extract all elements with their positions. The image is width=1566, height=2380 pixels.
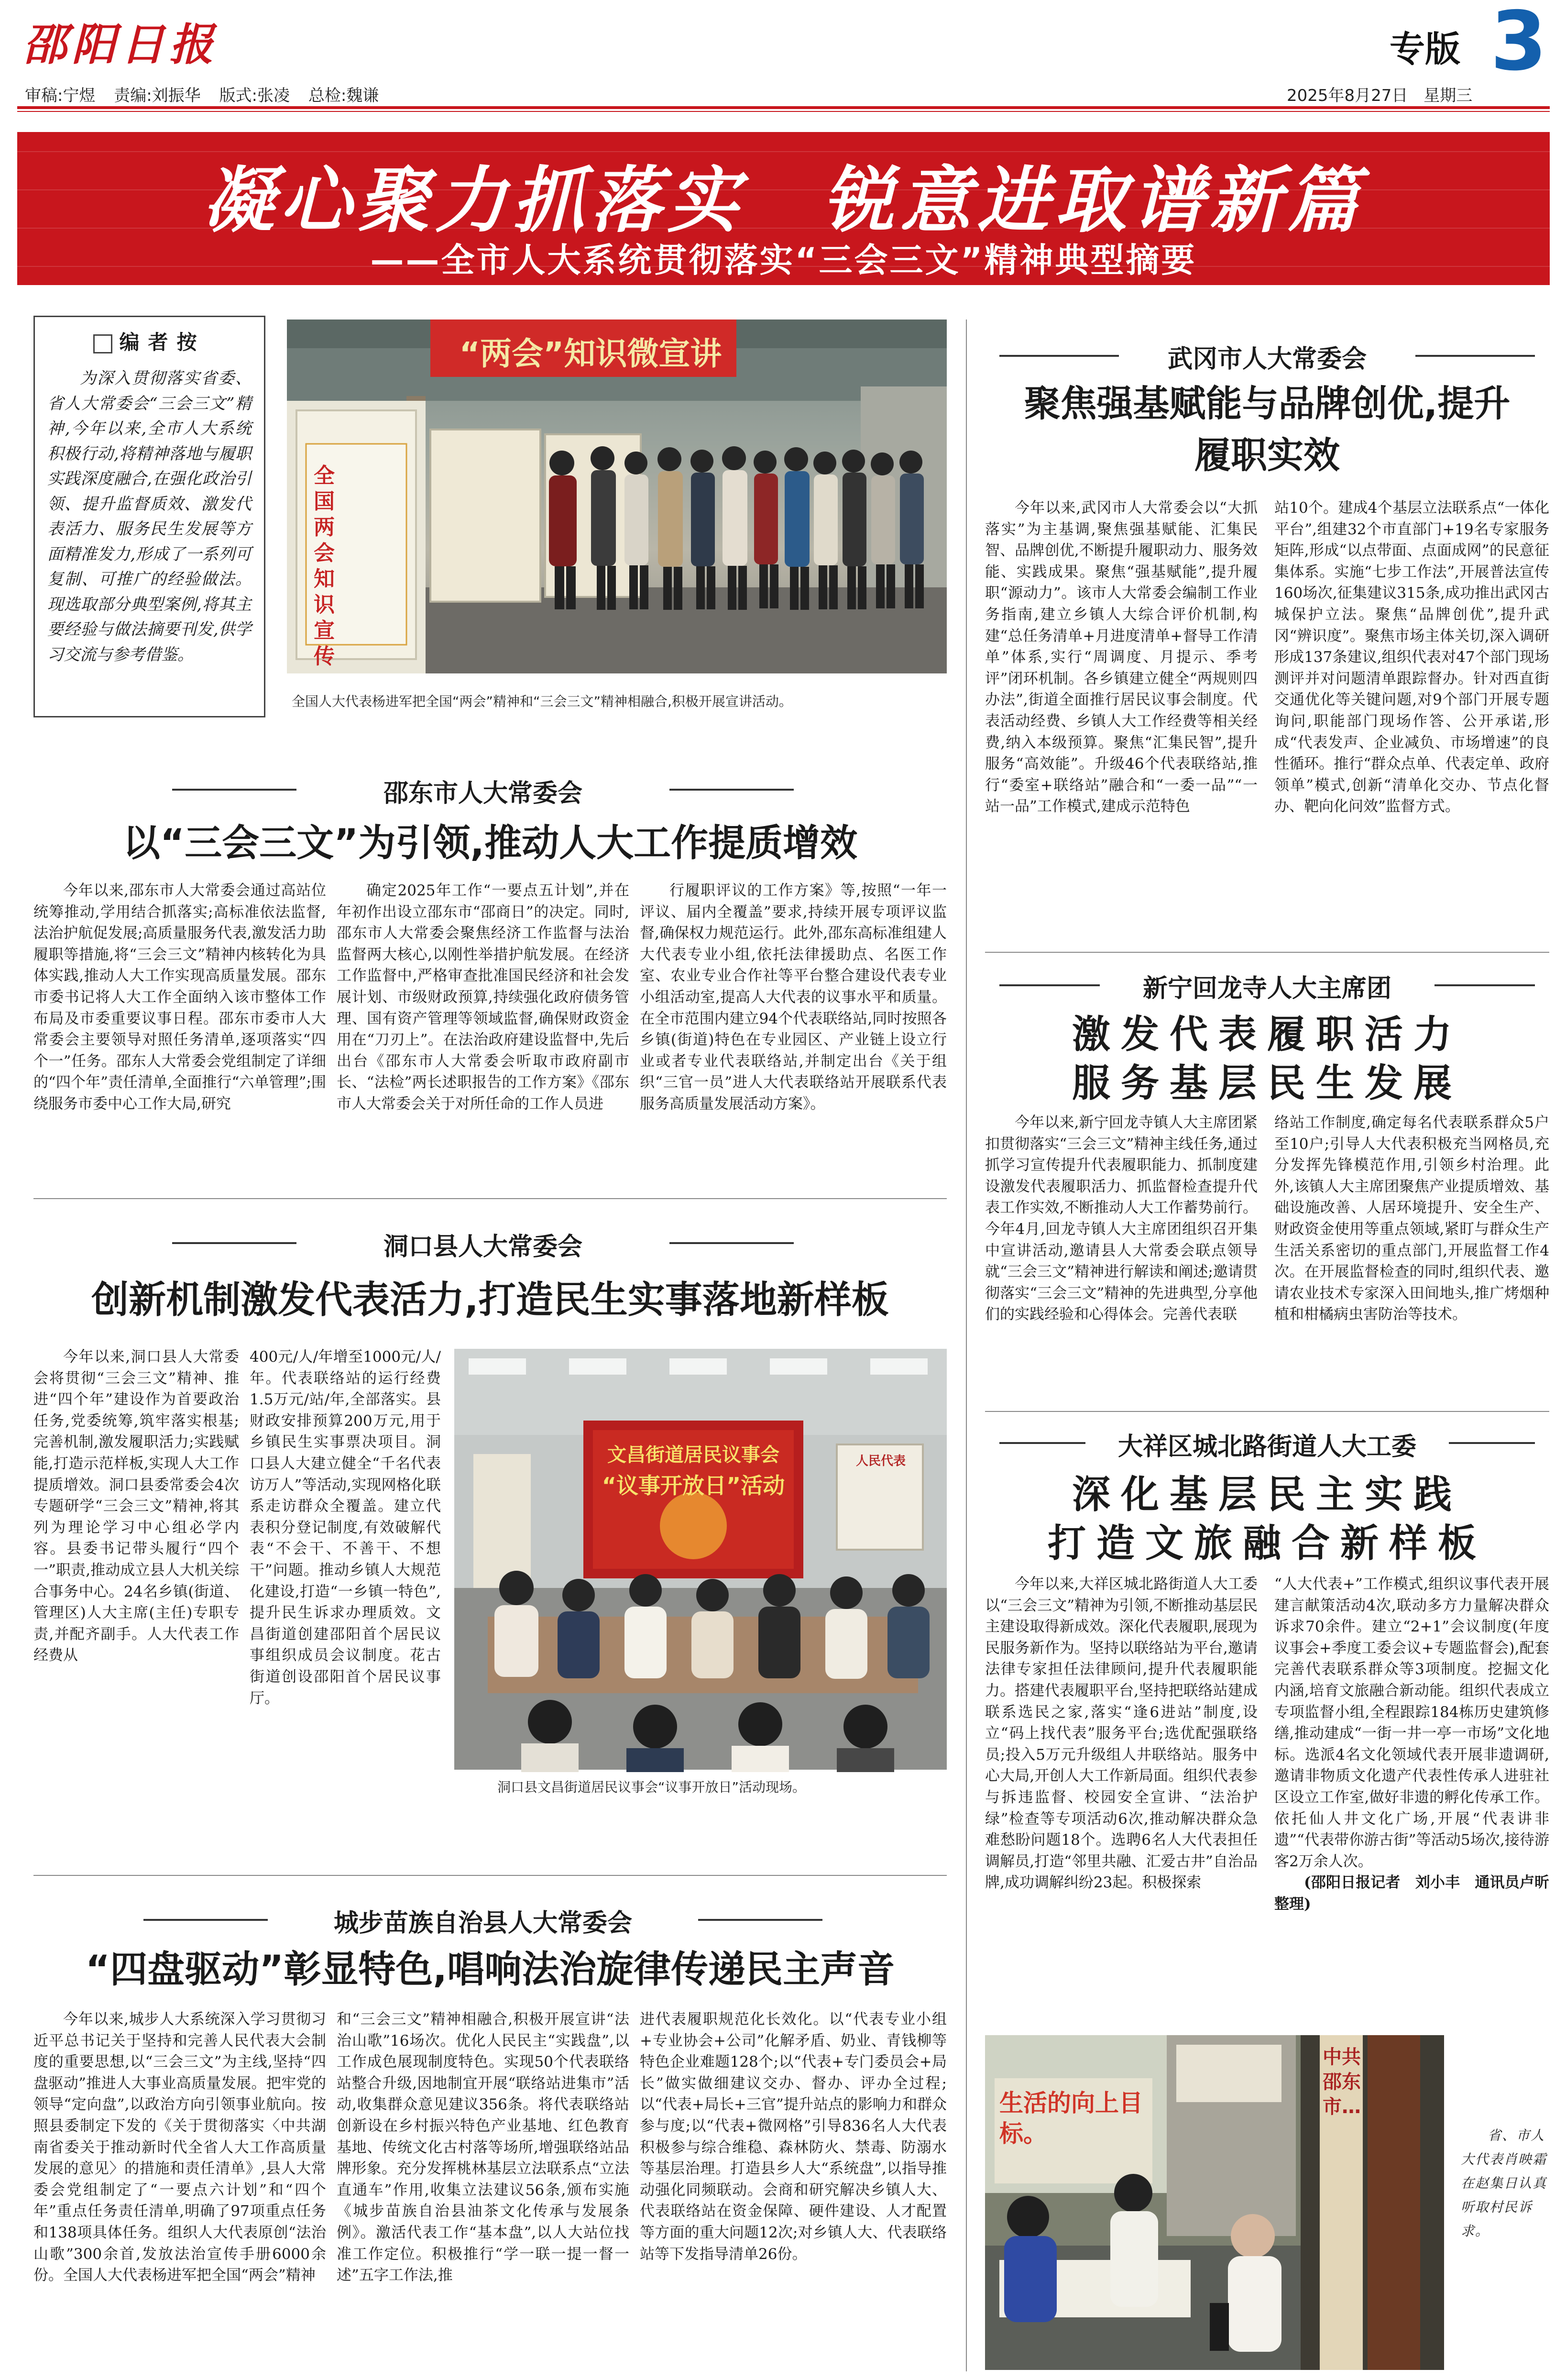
issue-weekday: 星期三 <box>1424 86 1473 105</box>
section-rule-left <box>172 1242 296 1244</box>
section-rule-right <box>698 1919 822 1921</box>
photo-sign-text: “两会”知识微宣讲 <box>459 335 722 372</box>
headline-daxiang-line1: 深化基层民主实践 <box>1072 1472 1462 1517</box>
banner-title: 凝心聚力抓落实 锐意进取谱新篇 <box>202 158 1365 242</box>
section-rule-right <box>1435 984 1535 986</box>
article-daxiang-col2 <box>1274 1574 1564 2018</box>
editor-note-heading-text: 编者按 <box>119 331 206 354</box>
photo-meeting-room <box>454 1349 947 1770</box>
article-chengbu-col2 <box>337 2009 629 2372</box>
credit-check: 总检:魏谦 <box>308 86 379 105</box>
article-dongkou-col1 <box>33 1346 239 1882</box>
article-chengbu-col1 <box>33 2009 326 2372</box>
headline-daxiang-line2: 打造文旅融合新样板 <box>1048 1521 1487 1565</box>
editor-note <box>33 316 265 717</box>
credit-review: 审稿:宁煜 <box>25 86 96 105</box>
headline-shaodong: 以“三会三文”为引领,推动人大工作提质增效 <box>122 822 858 865</box>
newspaper-logo: 邵阳日报 <box>23 19 219 70</box>
section-rule-left <box>172 789 296 791</box>
article-shaodong-col2 <box>337 880 629 1186</box>
section-rule-left <box>143 1919 268 1921</box>
section-rule-right <box>1449 1442 1535 1444</box>
section-rule-right <box>1415 355 1535 357</box>
photo-village-caption: 省、市人大代表肖映霜在赵集日认真听取村民诉求。 <box>1461 2127 1547 2239</box>
article-text: 今年以来,新宁回龙寺镇人大主席团紧扣贯彻落实“三会三文”精神主线任务,通过抓学习宣传提升代表履职能力、抓制度建设激发代表履职活力、抓监督检查提升代表工作实效,不断推动人大工作蓄势前行。今年4月,回龙寺镇人大主席团组织召开集中宣讲活动,邀请县人大常委会联点领导就“三会三文”精神进行解读和阐述;邀请贯彻落实“三会三文”精神的先进典型,分享他们的实践经验和心得体会。完善代表联 <box>985 1114 1258 1323</box>
unit-name-ninghui: 新宁回龙寺人大主席团 <box>1142 974 1391 1003</box>
article-signature: (邵阳日报记者 刘小丰 通讯员卢昕 整理) <box>1274 1874 1564 1913</box>
article-text: 400元/人/年增至1000元/人/年。代表联络站的运行经费1.5万元/站/年,全部落实。县财政安排预算200万元,用于乡镇民生实事票决项目。洞口县人大建立健全“千名代表访万人”等活动,实现网格化联系走访群众全覆盖。建立代表积分登记制度,有效破解代表“不会干、不善干、不想干”问题。推动乡镇人大规范化建设,打造“一乡镇一特色”,提升民生诉求办理质效。文昌街道创建邵阳首个居民议事组织成员会议制度。花古街道创设邵阳首个居民议事厅。 <box>250 1348 441 1707</box>
article-text: 和“三会三文”精神相融合,积极开展宣讲“法治山歌”16场次。优化人民民主“实践盘”,以工作成色展现制度特色。实现50个代表联络站整合升级,因地制宜开展“联络站进集市”活动,收集群众意见建议356条。将代表联络站创新设在乡村振兴特色产业基地、红色教育基地、传统文化古村落等场所,增强联络站品牌形象。充分发挥桃林基层立法联系点“立法直通车”作用,收集立法建议56条,颁布实施《城步苗族自治县油茶文化传承与发展条例》。激活代表工作“基本盘”,以人大站位找准工作定位。积极推行“学一联一提一督一述”五字工作法,推 <box>337 2011 629 2284</box>
headline-wugang: 聚焦强基赋能与品牌创优,提升履职实效 <box>1024 382 1511 476</box>
article-text: 站10个。建成4个基层立法联系点“一体化平台”,组建32个市直部门+19名专家服务矩阵,形成“以点带面、点面成网”的民意征集体系。实施“七步工作法”,开展普法宣传160场次,征集建议315条,成功推出武冈古城保护立法。聚焦“品牌创优”,提升武冈“辨识度”。聚焦市场主体关切,深入调研形成137条建议,组织代表对47个部门现场测评并对问题清单跟踪督办。针对西直街交通优化等关键问题,对9个部门开展专题询问,职能部门现场作答、公开承诺,形成“代表发声、企业减负、市场增速”的良性循环。推行“群众点单、代表定单、政府领单”模式,创新“清单化交办、节点化督办、靶向化问效”监督方式。 <box>1274 499 1549 815</box>
unit-name-wugang: 武冈市人大常委会 <box>1167 345 1367 374</box>
masthead-rule <box>17 106 1550 109</box>
article-text: 确定2025年工作“一要点五计划”,并在年初作出设立邵东市“邵商日”的决定。同时,邵东市人大常委会聚焦经济工作监督与法治监督两大核心,以刚性举措护航发展。在经济工作监督中,严格审查批准国民经济和社会发展计划、市级财政预算,持续强化政府债务管理、国有资产管理等领域监督,确保财政资金用在“刀刃上”。在法治政府建设监督中,先后出台《邵东市人大常委会听取市政府副市长、“法检”两长述职报告的工作方案》《邵东市人大常委会关于对所任命的工作人员进 <box>337 882 629 1113</box>
photo-village-visit <box>985 2035 1444 2370</box>
banner-subtitle: ——全市人大系统贯彻落实“三会三文”精神典型摘要 <box>370 241 1197 280</box>
article-wugang-col1 <box>985 497 1258 947</box>
headline-dongkou: 创新机制激发代表活力,打造民生实事落地新样板 <box>91 1278 889 1322</box>
photo-promotion-caption: 全国人大代表杨进军把全国“两会”精神和“三会三文”精神相融合,积极开展宣讲活动。 <box>292 694 792 709</box>
article-daxiang-col1 <box>985 1574 1258 2018</box>
editor-note-text: 为深入贯彻落实省委、省人大常委会“三会三文”精神,今年以来,全市人大系统积极行动,将精神落地与履职实践深度融合,在强化政治引领、提升监督质效、激发代表活力、服务民生发展等方面精准发力,形成了一系列可复制、可推广的经验做法。现选取部分典型案例,将其主要经验与做法摘要刊发,供学习交流与参考借鉴。 <box>47 369 252 664</box>
banner <box>17 132 1550 285</box>
unit-name-daxiang: 大祥区城北路街道人大工委 <box>1117 1432 1416 1461</box>
photo-screen-line1: 文昌街道居民议事会 <box>607 1444 779 1466</box>
article-ninghui-col2 <box>1274 1112 1549 1404</box>
article-text: 今年以来,城步人大系统深入学习贯彻习近平总书记关于坚持和完善人民代表大会制度的重要思想,以“三会三文”为主线,坚持“四盘驱动”推进人大事业高质量发展。把牢党的领导“定向盘”,以政治方向引领事业航向。按照县委制定下发的《关于贯彻落实〈中共湖南省委关于推动新时代全省人大工作高质量发展的意见〉的措施和责任清单》,县人大常委会党组制定了“一要点六计划”和“四个年”重点任务责任清单,明确了97项重点任务和138项具体任务。组织人大代表原创“法治山歌”300余首,发放法治宣传手册6000余份。全国人大代表杨进军把全国“两会”精神 <box>33 2011 326 2284</box>
article-text: 今年以来,大祥区城北路街道人大工委以“三会三文”精神为引领,不断推动基层民主建设取得新成效。深化代表履职,展现为民服务新作为。坚持以联络站为平台,邀请法律专家担任法律顾问,提升代表履职能力。搭建代表履职平台,坚持把联络站建成联系选民之家,落实“逢6进站”制度,设立“码上找代表”服务平台;选优配强联络员;投入5万元升级组人井联络站。服务中心大局,开创人大工作新局面。组织代表参与拆违监督、校园安全宣讲、“法治护绿”检查等专项活动6次,推动解决群众急难愁盼问题18个。选聘6名人大代表担任调解员,打造“邻里共融、汇爱古井”自治品牌,成功调解纠纷23起。积极探索 <box>985 1576 1258 1892</box>
article-shaodong-col1 <box>33 880 326 1186</box>
editor-note-heading <box>47 327 252 355</box>
section-divider <box>33 1875 947 1876</box>
date-line <box>1287 82 1483 106</box>
article-shaodong-col3 <box>640 880 947 1186</box>
photo-village-art <box>985 2035 1444 2370</box>
article-wugang-col2 <box>1274 497 1549 947</box>
section-rule-left <box>999 984 1100 986</box>
section-divider <box>985 1411 1549 1412</box>
headline-ninghui-line1: 激发代表履职活力 <box>1072 1012 1462 1057</box>
credit-editor: 责编:刘振华 <box>114 86 201 105</box>
section-rule-left <box>999 1442 1085 1444</box>
unit-name-dongkou: 洞口县人大常委会 <box>383 1233 582 1261</box>
credit-line <box>25 82 392 106</box>
masthead <box>17 0 1547 105</box>
section-divider <box>985 952 1549 953</box>
article-chengbu-col3 <box>640 2009 947 2372</box>
article-text: 行履职评议的工作方案》等,按照“一年一评议、届内全覆盖”要求,持续开展专项评议监督,确保权力规范运行。此外,邵东高标准组建人大代表专业小组,依托法律援助点、名医工作室、农业专业合作社等平台整合建设代表专业小组活动室,提高人大代表的议事水平和质量。在全市范围内建立94个代表联络站,同时按照各乡镇(街道)特色在专业园区、产业链上设立行业或者专业代表联络站,并制定出台《关于组织“三官一员”进人大代表联络站开展联系代表服务高质量发展活动方案》。 <box>640 882 947 1113</box>
article-text: 今年以来,洞口县人大常委会将贯彻“三会三文”精神、推进“四个年”建设作为首要政治任务,党委统筹,筑牢落实根基;完善机制,激发履职活力;实践赋能,打造示范样板,实现人大工作提质增效。洞口县委常委会4次专题研学“三会三文”精神,将其列为理论学习中心组必学内容。县委书记带头履行“四个一”职责,推动成立县人大机关综合事务中心。24名乡镇(街道、管理区)人大主席(主任)专职专责,并配齐副手。人大代表工作经费从 <box>33 1348 239 1664</box>
column-divider <box>966 320 967 2371</box>
photo-meeting-caption: 洞口县文昌街道居民议事会“议事开放日”活动现场。 <box>497 1779 806 1795</box>
section-rule-right <box>669 1242 794 1244</box>
masthead-rule-thin <box>17 111 1550 112</box>
unit-name-shaodong: 邵东市人大常委会 <box>383 779 582 808</box>
article-text: 络站工作制度,确定每名代表联系群众5户至10户;引导人大代表积极充当网格员,充分发挥先锋模范作用,引领乡村治理。此外,该镇人大主席团聚焦产业提质增效、基础设施改善、人居环境提升、安全生产、财政资金使用等重点领域,紧盯与群众生产生活关系密切的重点部门,开展监督工作4次。在开展监督检查的同时,组织代表、邀请农业技术专家深入田间地头,推广烤烟种植和柑橘病虫害防治等技术。 <box>1274 1114 1549 1323</box>
article-text: 进代表履职规范化长效化。以“代表专业小组+专业协会+公司”化解矛盾、奶业、青钱柳等特色企业难题128个;以“代表+专门委员会+局长”做实做细建议交办、督办、评办全过程;以“代表+局长+三官”提升站点的影响力和群众参与度;以“代表+微网格”引导836名人大代表积极参与综合维稳、森林防火、禁毒、防溺水等基层治理。打造县乡人大“系统盘”,以指导推动强化同频联动。会商和研究解决乡镇人大、代表联络站在资金保障、硬件建设、人才配置等方面的重大问题12次;对乡镇人大、代表联络站等下发指导清单26份。 <box>640 2011 947 2263</box>
photo-wall-text: 生活的向上目标。 <box>999 2089 1143 2148</box>
article-dongkou-col2 <box>250 1346 441 1882</box>
photo-meeting-art <box>454 1349 947 1770</box>
article-ninghui-col1 <box>985 1112 1258 1404</box>
unit-name-chengbu: 城步苗族自治县人大常委会 <box>333 1909 632 1938</box>
headline-ninghui-line2: 服务基层民生发展 <box>1072 1061 1462 1105</box>
article-text: 今年以来,武冈市人大常委会以“大抓落实”为主基调,聚焦强基赋能、汇集民智、品牌创优,不断提升履职动力、服务效能、实践成果。聚焦“强基赋能”,提升履职“源动力”。该市人大常委会编制工作业务指南,建立乡镇人大综合评价机制,构建“总任务清单+月进度清单+督导工作清单”体系,实行“周调度、月提示、季考评”闭环机制。各乡镇建立健全“两规则四办法”,街道全面推行居民议事会制度。代表活动经费、乡镇人大工作经费等相关经费,纳入本级预算。聚焦“汇集民智”,提升服务“高效能”。升级46个代表联络站,推行“委室+联络站”融合和“一委一品”“一站一品”工作模式,建成示范特色 <box>985 499 1258 815</box>
headline-chengbu: “四盘驱动”彰显特色,唱响法治旋律传递民主声音 <box>85 1948 895 1991</box>
photo-plaque-text: 中共邵东市… <box>1323 2046 1361 2118</box>
note-square-icon <box>93 334 112 353</box>
article-text: 今年以来,邵东市人大常委会通过高站位统筹推动,学用结合抓落实;高标准依法监督,法治护航促发展;高质量服务代表,激发活力助履职等措施,将“三会三文”精神内核转化为具体实践,推动人大工作实现高质量发展。邵东市委书记将人大工作全面纳入该市整体工作布局及市委重要议事日程。邵东市委市人大常委会主要领导对照任务清单,逐项落实“四个一”任务。邵东人大常委会党组制定了详细的“四个年”责任清单,全面推行“六单管理”;围绕服务市委中心工作大局,研究 <box>33 882 326 1113</box>
photo-board-text: 全国两会知识宣传 <box>314 463 335 669</box>
credit-layout: 版式:张凌 <box>219 86 290 105</box>
photo-promotion-event <box>287 320 947 673</box>
section-name: 专版 <box>1390 29 1460 70</box>
photo-screen-line2: “议事开放日”活动 <box>602 1473 785 1499</box>
section-rule-right <box>669 789 794 791</box>
section-rule-left <box>999 355 1119 357</box>
section-divider <box>33 1198 947 1199</box>
issue-date: 2025年8月27日 <box>1287 86 1408 105</box>
article-text: “人大代表+”工作模式,组织议事代表开展建言献策活动4次,联动多方力量解决群众诉求70余件。建立“2+1”会议制度(年度议事会+季度工委会议+专题监督会),配套完善代表联系群众等3项制度。挖掘文化内涵,培育文旅融合新动能。组织代表成立专项监督小组,全程跟踪184栋历史建筑修缮,推动建成“一街一井一亭一市场”文化地标。选派4名文化领域代表开展非遗调研,邀请非物质文化遗产代表性传承人进驻社区设立工作室,做好非遗的孵化传承工作。依托仙人井文化广场,开展“代表讲非遗”“代表带你游古街”等活动5场次,接待游客2万余人次。 <box>1274 1576 1549 1870</box>
photo-poster-text: 人民代表 <box>855 1454 906 1468</box>
page-number: 3 <box>1490 0 1547 89</box>
